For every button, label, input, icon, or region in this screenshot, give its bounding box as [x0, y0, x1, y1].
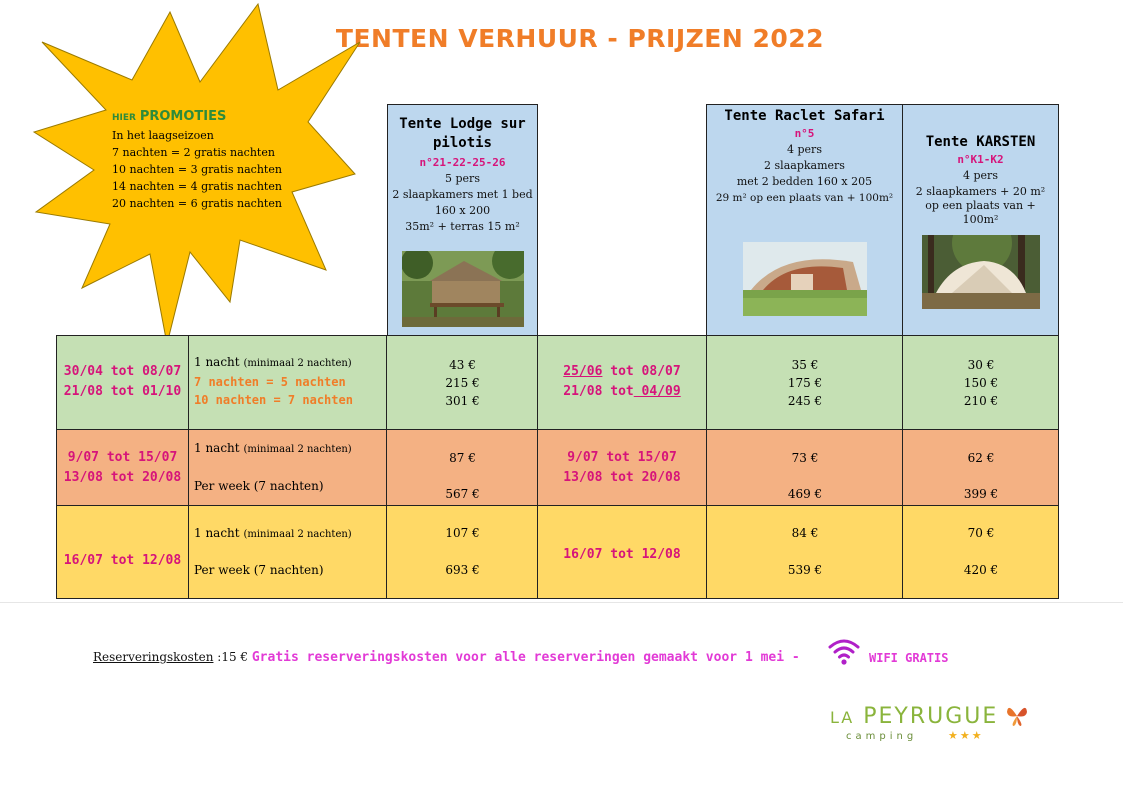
price-karsten: 70 € [967, 526, 995, 540]
promo-line: 14 nachten = 4 gratis nachten [112, 180, 282, 193]
price-raclet-week: 469 € [787, 487, 823, 501]
page-divider [0, 602, 1123, 603]
rating-stars: ★★★ [948, 729, 984, 742]
tent-code: n°K1-K2 [957, 153, 1004, 166]
price-lodge-week: 693 € [445, 563, 480, 577]
promo-line: 20 nachten = 6 gratis nachten [112, 197, 282, 210]
date-range-right: 25/06 tot 08/07 21/08 tot 04/09 [563, 364, 681, 399]
page-title: TENTEN VERHUUR - PRIJZEN 2022 [335, 24, 825, 53]
promo-line: 10 nachten = 3 gratis nachten [112, 163, 282, 176]
night-label: 1 nacht (minimaal 2 nachten) [194, 441, 352, 455]
wifi-label: WIFI GRATIS [869, 651, 949, 665]
tent-detail: 2 slaapkamers [764, 159, 845, 172]
night-label: 1 nacht (minimaal 2 nachten) [194, 526, 352, 540]
tent-name: Tente KARSTEN [925, 134, 1036, 150]
la-peyrugue-logo: LA PEYRUGUE camping ★★★ [830, 700, 1030, 750]
price-raclet: 84 € [791, 526, 819, 540]
tent-detail: 5 pers [445, 172, 480, 185]
tent-header-raclet [706, 104, 903, 336]
tent-detail: 4 pers [963, 169, 998, 182]
date-range-right: 16/07 tot 12/08 [563, 547, 681, 562]
tent-header-karsten [902, 104, 1059, 336]
tent-detail: 160 x 200 [434, 204, 491, 217]
tent-code: n°21-22-25-26 [419, 156, 506, 169]
price-karsten-week: 420 € [963, 563, 999, 577]
tent-detail: 2 slaapkamers + 20 m² op een plaats van + 100m² [915, 185, 1046, 226]
promo-line: In het laagseizoen [112, 129, 214, 142]
week-label: Per week (7 nachten) [194, 563, 324, 577]
date-range-left: 30/04 tot 08/07 21/08 tot 01/10 [63, 364, 182, 399]
tent-detail: met 2 bedden 160 x 205 [736, 175, 873, 188]
night-label: 1 nacht (minimaal 2 nachten) [194, 355, 352, 369]
date-range-right: 9/07 tot 15/07 13/08 tot 20/08 [563, 450, 681, 485]
tent-detail: 4 pers [787, 143, 822, 156]
price-lodge: 107 € [445, 526, 480, 540]
price-lodge-week: 567 € [445, 487, 480, 501]
tent-detail: 35m² + terras 15 m² [405, 220, 520, 233]
promotions-box [112, 108, 282, 212]
promo-night-label: 10 nachten = 7 nachten [194, 393, 353, 407]
price-lodge: 87 € [449, 451, 476, 465]
wifi-icon [827, 636, 861, 666]
price-raclet: 73 € [791, 451, 819, 465]
tent-photo-karsten [922, 235, 1040, 309]
date-range-left: 16/07 tot 12/08 [63, 553, 182, 568]
week-label: Per week (7 nachten) [194, 479, 324, 493]
promo-night-label: 7 nachten = 5 nachten [194, 375, 346, 389]
promo-line: 7 nachten = 2 gratis nachten [112, 146, 275, 159]
reservation-fee-note: Reserveringskosten :15 € Gratis reserveringskosten voor alle reserveringen gemaakt voor 1 mei - [93, 650, 800, 665]
tent-name: Tente Lodge sur pilotis [399, 116, 526, 151]
price-raclet: 35 € 175 € 245 € [787, 358, 823, 408]
price-karsten: 30 € 150 € 210 € [963, 358, 999, 408]
tent-photo-lodge [402, 251, 524, 327]
table-bottom-border [56, 598, 1059, 599]
column-divider [188, 335, 189, 599]
tent-header-lodge [387, 104, 538, 336]
tent-detail: 29 m² op een plaats van + 100m² [715, 192, 894, 204]
tent-code: n°5 [794, 127, 815, 140]
tent-photo-raclet [743, 242, 867, 316]
price-karsten-week: 399 € [963, 487, 999, 501]
butterfly-icon [1006, 704, 1028, 728]
date-range-left: 9/07 tot 15/07 13/08 tot 20/08 [63, 450, 182, 485]
price-lodge: 43 € 215 € 301 € [445, 358, 480, 408]
tent-detail: 2 slaapkamers met 1 bed [392, 188, 533, 201]
tent-name: Tente Raclet Safari [724, 108, 885, 124]
price-raclet-week: 539 € [787, 563, 823, 577]
price-karsten: 62 € [967, 451, 995, 465]
promotions-heading: HIER PROMOTIES [112, 109, 227, 124]
